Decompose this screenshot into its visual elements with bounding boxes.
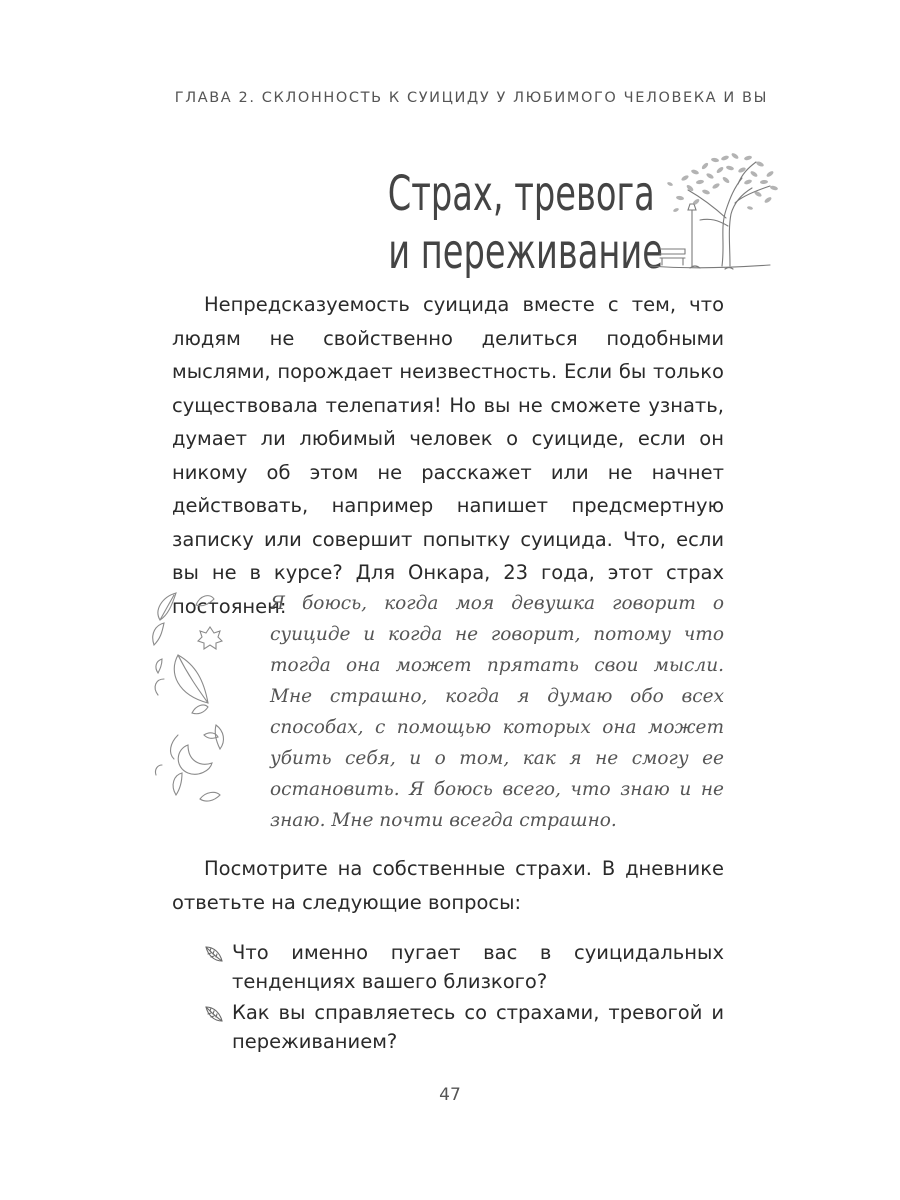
- main-paragraph: [172, 288, 724, 623]
- question-text: Что именно пугает вас в суицидальных тенденциях вашего близкого?: [232, 941, 724, 993]
- running-header: ГЛАВА 2. СКЛОННОСТЬ К СУИЦИДУ У ЛЮБИМОГО ЧЕЛОВЕКА И ВЫ: [174, 90, 768, 106]
- quote-block: [270, 588, 724, 836]
- leaf-bullet-icon: [202, 1001, 226, 1025]
- questions-list: [200, 938, 724, 1058]
- page-number: 47: [439, 1085, 461, 1105]
- tree-with-bench-lamp-icon: [630, 148, 780, 273]
- main-paragraph-text: Непредсказуемость суицида вместе с тем, что людям не свойственно делиться подобными мыслями, порождает неизвестность. Если бы только существовала телепатия! Но вы не сможете узнать, думает ли любимый человек о суициде, если он никому об этом не расскажет или не начнет действовать, например напишет предсмертную записку или совершит попытку суицида. Что, если вы не в курсе? Для Онкара, 23 года, этот страх постоянен:: [172, 293, 724, 618]
- list-item: [200, 998, 724, 1056]
- section-title: [320, 165, 664, 281]
- falling-leaves-icon: [148, 585, 238, 815]
- question-text: Как вы справляетесь со страхами, тревогой и переживанием?: [232, 1001, 724, 1053]
- quote-text: Я боюсь, когда моя девушка говорит о суициде и когда не говорит, потому что тогда она может прятать свои мысли. Мне страшно, когда я думаю обо всех способах, с помощью которых она может убить себя, и о том, как я не смогу ее остановить. Я боюсь всего, что знаю и не знаю. Мне почти всегда страшно.: [270, 593, 724, 831]
- prompt-text: Посмотрите на собственные страхи. В дневнике ответьте на следующие вопросы:: [172, 857, 724, 914]
- prompt-paragraph: [172, 852, 724, 919]
- list-item: [200, 938, 724, 996]
- section-title-line-1: Страх, тревога: [387, 166, 655, 222]
- leaf-bullet-icon: [202, 941, 226, 965]
- section-title-line-2: и переживание: [388, 224, 664, 280]
